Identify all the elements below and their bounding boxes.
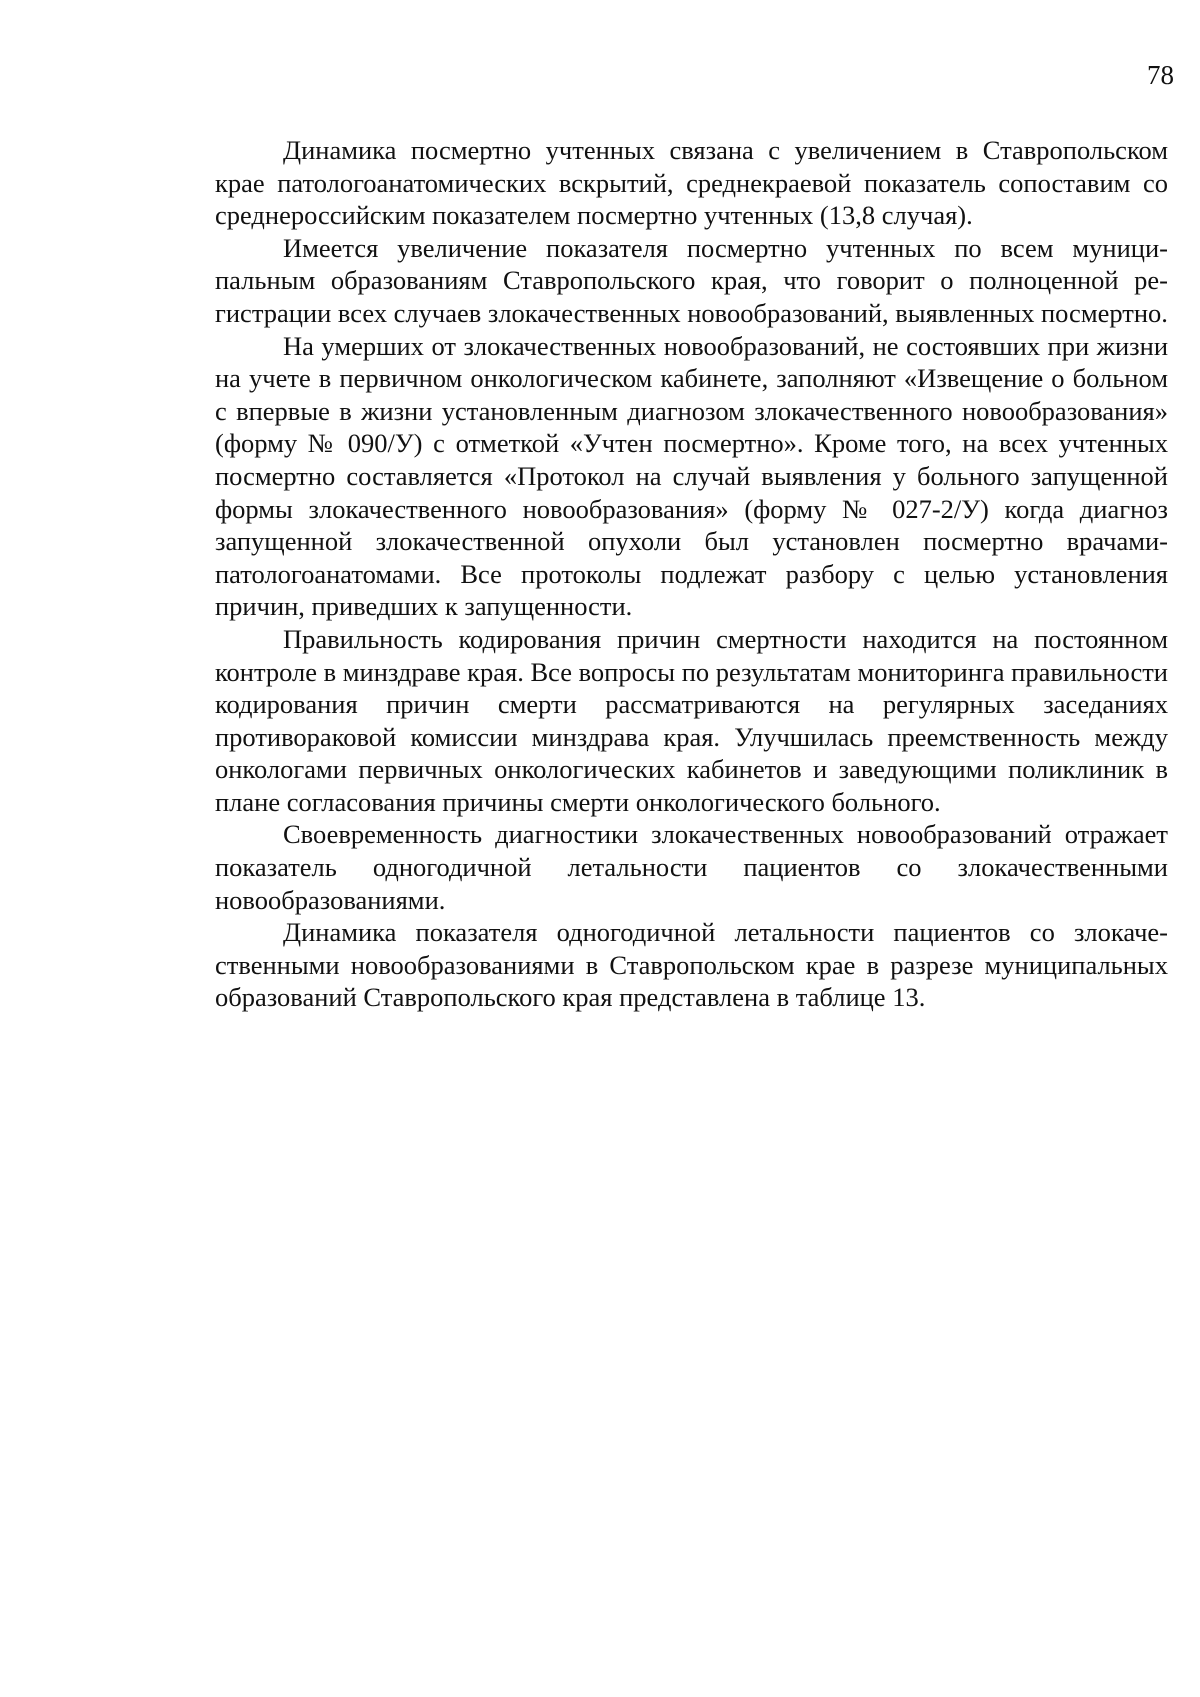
paragraph-timely-diagnosis: Своевременность диагностики злокачественных новообразований отражает показатель одногодичной летальности пациентов со злокачественными новообразованиями. bbox=[215, 819, 1168, 915]
paragraph-postmortem-increase: Имеется увеличение показателя посмертно учтенных по всем муниципальным образованиям Ставропольского края, что говорит о полноценной регистрации всех случаев злокачественных новообразований, выявленных посмертно. bbox=[215, 232, 1168, 328]
page-number: 78 bbox=[1147, 60, 1174, 90]
paragraph-notification-forms: На умерших от злокачественных новообразований, не состоявших при жизни на учете в первичном онкологическом кабинете, заполняют «Извещение о больном с впервые в жизни установленным диагнозом злокачественного новообразования» (форму № 090/У) с отметкой «Учтен посмертно». Кроме того, на всех учтенных посмертно составляется «Протокол на случай выявления у больного запущенной формы злокачественного новообразования» (форму № 027-2/У) когда диагноз запущенной злокачественной опухоли был установлен посмертно врачами-патологоанатомами. Все протоколы подлежат разбору с целью установления причин, приведших к запущенности. bbox=[215, 330, 1168, 622]
paragraph-one-year-mortality: Динамика показателя одногодичной летальности пациентов со злокачественными новообразованиями в Ставропольском крае в разрезе муниципальных образований Ставропольского края представлена в таблице 13. bbox=[215, 917, 1168, 1013]
paragraph-autopsy-dynamics: Динамика посмертно учтенных связана с увеличением в Ставропольском крае патологоанатомических вскрытий, среднекраевой показатель сопоставим со среднероссийским показателем посмертно учтенных (13,8 случая). bbox=[215, 135, 1168, 231]
document-body bbox=[215, 134, 1168, 1014]
paragraph-coding-control: Правильность кодирования причин смертности находится на постоянном контроле в минздраве края. Все вопросы по результатам мониторинга правильности кодирования причин смерти рассматриваются на регулярных заседаниях противораковой комиссии минздрава края. Улучшилась преемственность между онкологами первичных онкологических кабинетов и заведующими поликлиник в плане согласования причины смерти онкологического больного. bbox=[215, 623, 1168, 817]
